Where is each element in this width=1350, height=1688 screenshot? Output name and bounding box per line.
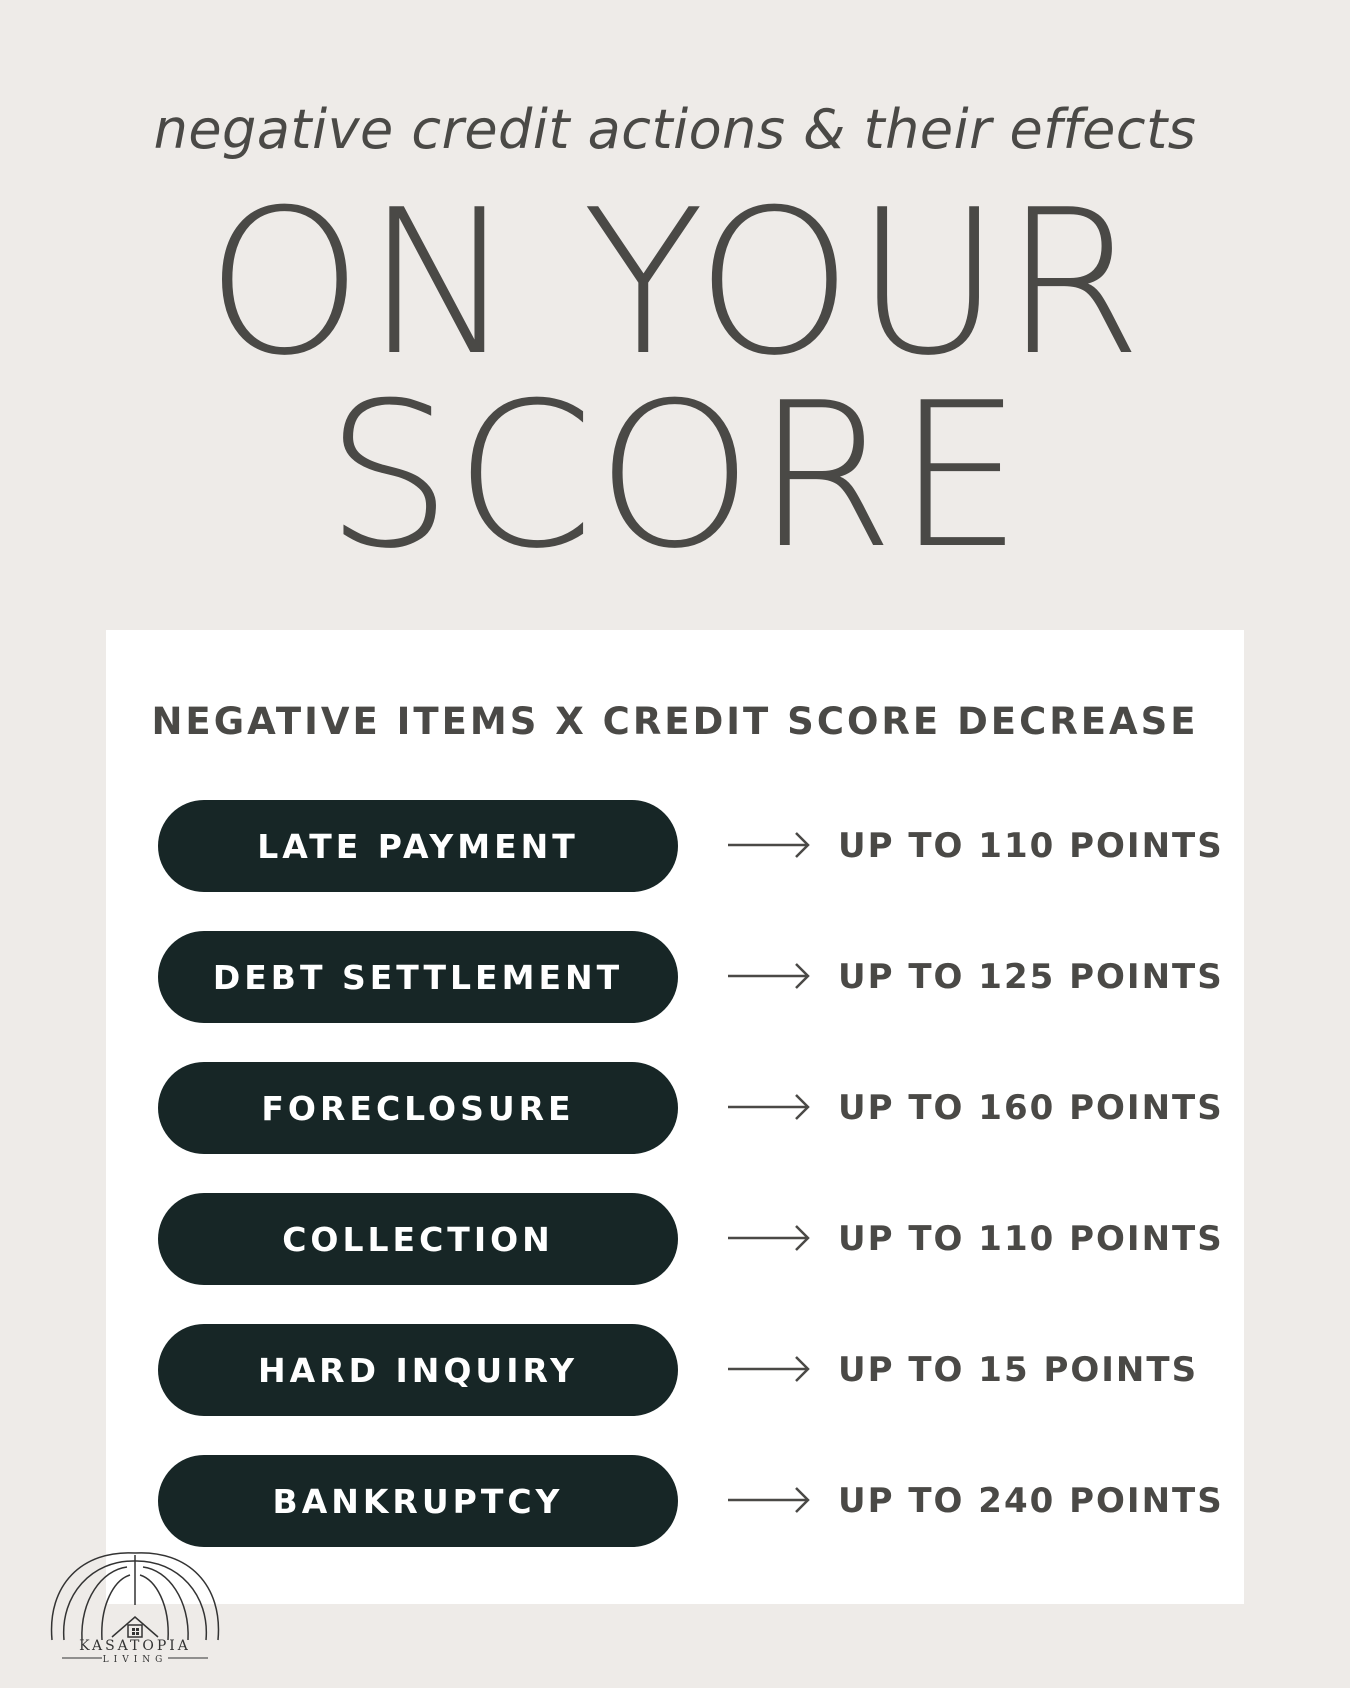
item-effect: UP TO 15 POINTS bbox=[838, 1350, 1199, 1390]
list-item bbox=[158, 931, 1224, 1023]
long-right-arrow-icon bbox=[726, 961, 812, 991]
item-effect: UP TO 110 POINTS bbox=[838, 826, 1224, 866]
headline-line-1: ON YOUR bbox=[205, 167, 1145, 400]
long-right-arrow-icon bbox=[726, 830, 812, 860]
item-pill: BANKRUPTCY bbox=[158, 1455, 678, 1547]
subtitle: negative credit actions & their effects bbox=[153, 98, 1197, 161]
long-right-arrow-icon bbox=[726, 1092, 812, 1122]
item-effect: UP TO 125 POINTS bbox=[838, 957, 1224, 997]
item-pill: COLLECTION bbox=[158, 1193, 678, 1285]
list-item bbox=[158, 1062, 1224, 1154]
item-effect: UP TO 110 POINTS bbox=[838, 1219, 1224, 1259]
item-effect: UP TO 160 POINTS bbox=[838, 1088, 1224, 1128]
item-pill: HARD INQUIRY bbox=[158, 1324, 678, 1416]
long-right-arrow-icon bbox=[726, 1485, 812, 1515]
list-item bbox=[158, 1324, 1208, 1416]
logo-tagline: LIVING bbox=[102, 1655, 168, 1665]
item-pill: FORECLOSURE bbox=[158, 1062, 678, 1154]
item-effect: UP TO 240 POINTS bbox=[838, 1481, 1224, 1521]
headline-line-2: SCORE bbox=[325, 360, 1025, 593]
item-pill: LATE PAYMENT bbox=[158, 800, 678, 892]
card-title: NEGATIVE ITEMS X CREDIT SCORE DECREASE bbox=[151, 700, 1199, 743]
list-item bbox=[158, 800, 1224, 892]
long-right-arrow-icon bbox=[726, 1354, 812, 1384]
list-item bbox=[158, 1193, 1224, 1285]
info-card bbox=[106, 630, 1244, 1604]
list-item bbox=[158, 1455, 1224, 1547]
logo-name: KASATOPIA bbox=[79, 1638, 191, 1654]
long-right-arrow-icon bbox=[726, 1223, 812, 1253]
item-pill: DEBT SETTLEMENT bbox=[158, 931, 678, 1023]
